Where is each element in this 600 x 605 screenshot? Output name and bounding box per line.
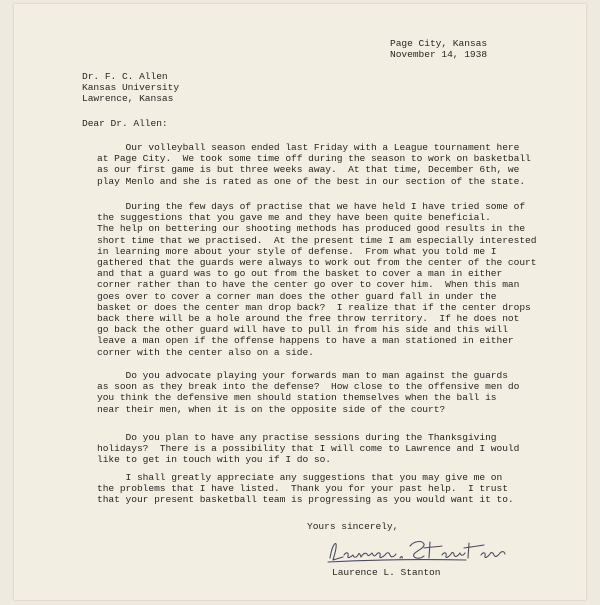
paragraph-line: During the few days of practise that we have held I have tried some of — [97, 201, 526, 212]
salutation: Dear Dr. Allen: — [82, 118, 168, 129]
paragraph-line: play Menlo and she is rated as one of the best in our section of the state. — [97, 175, 526, 187]
paragraph-line: Our volleyball season ended last Friday with a League tournament here — [97, 142, 520, 153]
paragraph-line: the problems that I have listed. Thank you for your past help. I trust — [97, 483, 508, 495]
paragraph-line: like to get in touch with you if I do so. — [97, 454, 331, 466]
paragraph-line: you think the defensive men should station themselves when the ball is — [97, 392, 497, 404]
paragraph-line: I shall greatly appreciate any suggestions that you may give me on — [97, 472, 503, 483]
paragraph-5 — [97, 472, 577, 506]
recipient-name: Dr. F. C. Allen — [82, 71, 168, 82]
paragraph-line: that your present basketball team is progressing as you would want it to. — [97, 494, 514, 506]
recipient-address — [82, 71, 179, 105]
paragraph-line: and that a guard was to go out from the basket to cover a man in either — [97, 268, 503, 280]
paragraph-line: holidays? There is a possibility that I will come to Lawrence and I would — [97, 443, 520, 455]
recipient-city: Lawrence, Kansas — [82, 93, 174, 105]
header-date: November 14, 1938 — [390, 49, 488, 61]
paragraph-1 — [97, 142, 577, 187]
handwritten-signature — [326, 536, 526, 566]
typed-signature: Laurence L. Stanton — [332, 567, 441, 578]
letter-page — [14, 4, 586, 600]
paragraph-line: basket or does the center man drop back? I realize that if the center drops — [97, 301, 531, 313]
paragraph-line: as our first game is but three weeks away. At that time, December 6th, we — [97, 164, 520, 176]
paragraph-line: in learning more about your style of defense. From what you told me I — [97, 245, 497, 257]
paragraph-line: corner rather than to have the center go over to cover him. When this man — [97, 279, 520, 291]
paragraph-3 — [97, 370, 577, 415]
paragraph-4 — [97, 432, 577, 466]
paragraph-2 — [97, 201, 577, 358]
paragraph-line: go back the other guard will have to pull in from his side and this will — [97, 324, 508, 336]
paragraph-line: goes over to cover a corner man does the other guard fall in under the — [97, 290, 497, 302]
letter-header — [390, 38, 487, 60]
paragraph-line: as soon as they break into the defense? How close to the offensive men do — [97, 381, 520, 393]
paragraph-line: gathered that the guards were always to work out from the center of the court — [97, 257, 537, 269]
paragraph-line: Do you advocate playing your forwards man to man against the guards — [97, 370, 508, 381]
paragraph-line: at Page City. We took some time off during the season to work on basketball — [97, 153, 531, 165]
header-place: Page City, Kansas — [390, 38, 488, 49]
paragraph-line: The help on bettering our shooting methods has produced good results in the — [97, 223, 526, 235]
paragraph-line: short time that we practised. At the present time I am especially interested — [97, 234, 537, 246]
paragraph-line: the suggestions that you gave me and they have been quite beneficial. — [97, 212, 491, 224]
recipient-institution: Kansas University — [82, 82, 180, 94]
paragraph-line: leave a man open if the offense happens to have a man stationed in either — [97, 335, 514, 347]
paragraph-line: Do you plan to have any practise sessions during the Thanksgiving — [97, 432, 497, 443]
paragraph-line: near their men, when it is on the opposite side of the court? — [97, 403, 446, 415]
closing: Yours sincerely, — [307, 521, 399, 532]
paragraph-line: corner with the center also on a side. — [97, 346, 314, 358]
paragraph-line: back there will be a hole around the free throw territory. If he does not — [97, 313, 520, 325]
